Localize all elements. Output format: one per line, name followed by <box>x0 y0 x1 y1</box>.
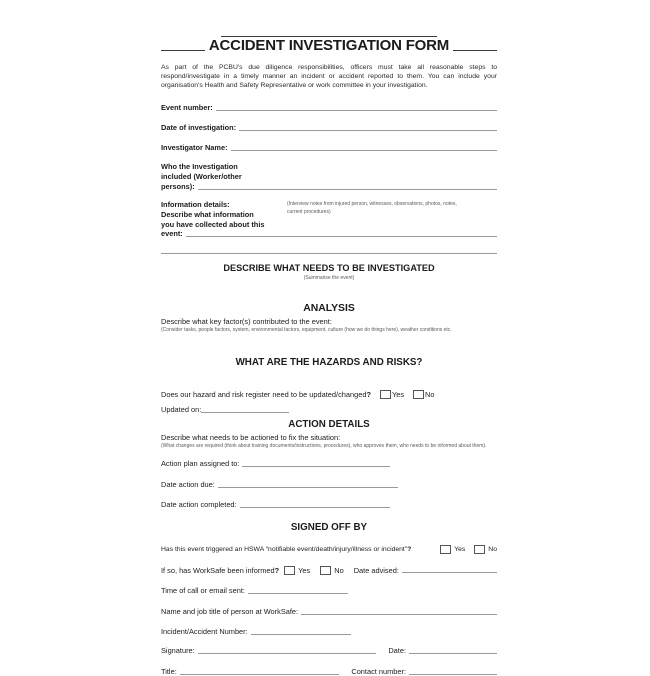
title-banner <box>161 37 497 54</box>
signoff-q2-no-label: No <box>334 565 344 575</box>
title-contact-row <box>161 667 497 676</box>
time-of-call-label: Time of call or email sent: <box>161 586 245 596</box>
signature-label: Signature: <box>161 646 195 656</box>
investigate-heading: DESCRIBE WHAT NEEDS TO BE INVESTIGATED <box>223 263 435 274</box>
worksafe-person-row <box>161 607 497 616</box>
information-details-label-line2: Describe what information <box>161 209 254 219</box>
signoff-question1-mark: ? <box>407 546 412 554</box>
date-line[interactable] <box>409 653 497 654</box>
title-field-line[interactable] <box>180 674 340 675</box>
signoff-question2-row <box>161 566 497 575</box>
date-of-investigation-line[interactable] <box>239 130 497 131</box>
hazards-heading: WHAT ARE THE HAZARDS AND RISKS? <box>235 357 423 369</box>
action-due-label: Date action due: <box>161 479 215 489</box>
contact-number-label: Contact number: <box>351 666 406 676</box>
information-details-label-line4: event: <box>161 229 183 239</box>
title-field-label: Title: <box>161 666 177 676</box>
information-details-last-row <box>161 229 497 238</box>
analysis-heading: ANALYSIS <box>303 303 355 315</box>
action-lead: Describe what needs to be actioned to fix the situation: <box>161 433 341 443</box>
event-number-label: Event number: <box>161 103 213 113</box>
signoff-question1-text: Has this event triggered an HSWA “notifiable event/death/injury/illness or incident”? <box>161 546 412 554</box>
analysis-lead: Describe what key factor(s) contributed to the event: <box>161 317 332 327</box>
signoff-question1-row <box>161 545 497 554</box>
date-advised-label: Date advised: <box>353 565 399 575</box>
information-details-note: (Interview notes from injured person, witnesses, observations, photos, notes, current procedures) <box>287 201 457 215</box>
field-investigator-name <box>161 143 497 152</box>
action-finenote: (What changes are required (think about training documents/instructions, procedures), who approves them, who needs to be informed about them). <box>161 443 487 450</box>
action-due-line[interactable] <box>218 487 398 488</box>
incident-number-label: Incident/Accident Number: <box>161 627 248 637</box>
date-label: Date: <box>388 646 406 656</box>
action-completed-row <box>161 500 497 509</box>
date-of-investigation-label: Date of investigation: <box>161 123 237 133</box>
signoff-q1-no-checkbox[interactable] <box>474 545 485 554</box>
hazards-question-row <box>161 390 497 399</box>
updated-on-line[interactable] <box>201 412 289 413</box>
time-of-call-row <box>161 586 497 595</box>
hazards-question: Does our hazard and risk register need to be updated/changed <box>161 390 367 400</box>
investigator-name-line[interactable] <box>231 150 497 151</box>
information-details-label-line3: you have collected about this <box>161 219 265 229</box>
incident-number-row <box>161 627 497 636</box>
time-of-call-line[interactable] <box>248 593 348 594</box>
signoff-q2-yes-checkbox[interactable] <box>284 566 295 575</box>
worksafe-person-label: Name and job title of person at WorkSafe: <box>161 606 299 616</box>
signature-line[interactable] <box>198 653 377 654</box>
form-title: ACCIDENT INVESTIGATION FORM <box>208 37 450 54</box>
signoff-q1-yes-label: Yes <box>454 546 466 554</box>
title-right-rule <box>453 50 497 51</box>
signoff-heading: SIGNED OFF BY <box>290 522 368 534</box>
information-details-label-line1: Information details: <box>161 200 230 210</box>
investigate-subnote: (Summarise the event) <box>303 275 355 282</box>
who-included-label-line2: included (Worker/other <box>161 172 242 182</box>
field-information-details <box>161 200 497 238</box>
accident-investigation-form <box>161 30 497 676</box>
hazards-question-mark: ? <box>366 390 371 400</box>
signature-date-row <box>161 646 497 655</box>
information-details-extra-line[interactable] <box>161 253 497 254</box>
action-assigned-label: Action plan assigned to: <box>161 459 240 469</box>
hazards-yes-label: Yes <box>391 390 405 400</box>
action-assigned-row <box>161 459 497 468</box>
action-completed-line[interactable] <box>240 507 390 508</box>
date-advised-line[interactable] <box>402 572 497 573</box>
hazards-no-checkbox[interactable] <box>413 390 424 399</box>
signoff-q1-yes-checkbox[interactable] <box>440 545 451 554</box>
field-event-number <box>161 103 497 112</box>
title-left-rule <box>161 50 205 51</box>
who-included-line[interactable] <box>198 189 497 190</box>
updated-on-label: Updated on: <box>161 405 202 415</box>
worksafe-person-line[interactable] <box>301 614 497 615</box>
signoff-question1-choices <box>440 545 497 554</box>
signoff-q2-yes-label: Yes <box>298 565 311 575</box>
event-number-line[interactable] <box>216 110 497 111</box>
signoff-q1-no-label: No <box>488 546 497 554</box>
field-date-of-investigation <box>161 123 497 132</box>
action-assigned-line[interactable] <box>242 466 390 467</box>
field-who-included <box>161 162 497 191</box>
action-completed-label: Date action completed: <box>161 500 237 510</box>
investigator-name-label: Investigator Name: <box>161 143 228 153</box>
signoff-question2-text: If so, has WorkSafe been informed? <box>161 565 280 575</box>
contact-number-line[interactable] <box>409 674 497 675</box>
intro-paragraph: As part of the PCBU's due diligence responsibilities, officers must take all reasonable steps to respond/investigate in a timely manner an incident or accident reported to them. You can include your organisation's Health and Safety Representative or work committee in your investigation. <box>161 64 497 89</box>
who-included-label-line3: persons): <box>161 182 195 192</box>
incident-number-line[interactable] <box>251 634 351 635</box>
hazards-yes-checkbox[interactable] <box>380 390 391 399</box>
analysis-finenote: (Consider tasks, people factors, system, environmental factors, equipment, culture (how we do things here), weather conditions etc. <box>161 327 452 334</box>
who-included-label-line1: Who the Investigation <box>161 162 238 172</box>
information-details-line[interactable] <box>186 236 497 237</box>
hazards-no-label: No <box>425 390 435 400</box>
signoff-question2-mark: ? <box>274 565 280 575</box>
action-heading: ACTION DETAILS <box>288 419 370 431</box>
who-included-last-row <box>161 182 497 191</box>
updated-on-row <box>161 405 497 414</box>
signoff-q2-no-checkbox[interactable] <box>320 566 331 575</box>
action-due-row <box>161 480 497 489</box>
